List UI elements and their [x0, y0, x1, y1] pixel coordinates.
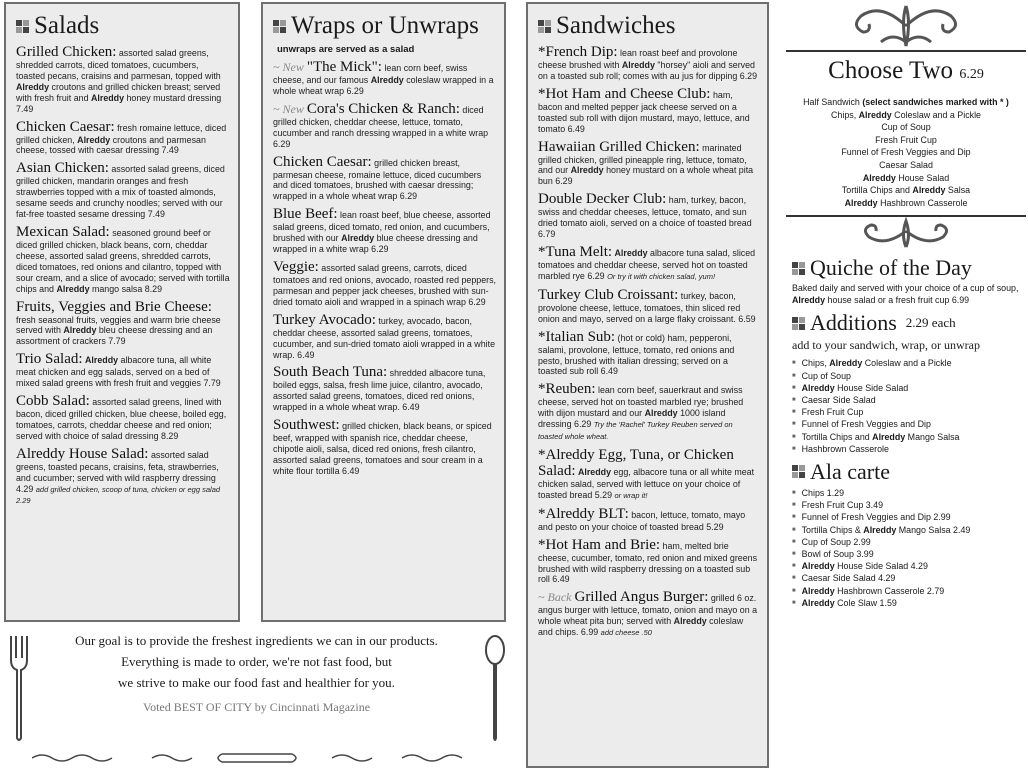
menu-item: [16, 393, 230, 442]
item-note: add cheese .50: [600, 628, 652, 638]
wraps-list: [273, 59, 496, 477]
sandwiches-heading: [538, 12, 759, 40]
item-text: Mango Salsa 2.49: [896, 524, 971, 535]
menu-item: [273, 259, 496, 308]
list-item: [792, 370, 1026, 382]
ala-carte-title: Ala carte: [810, 458, 890, 484]
item-text: Caesar Salad: [879, 159, 933, 170]
item-text: egg, albacore tuna or all white meat chicken salad, served with lettuce on your choice of toasted bread 5.29: [538, 466, 755, 500]
item-text: albacore tuna salad, sliced tomatoes and cheddar cheese, served hot on toasted marbled rye 6.29: [538, 247, 756, 281]
item-text: Fresh Fruit Cup 3.49: [801, 500, 884, 511]
item-name: *French Dip:: [538, 44, 618, 60]
item-name: Hawaiian Grilled Chicken:: [538, 138, 700, 155]
alreddy-brand: Alreddy: [85, 355, 119, 366]
choice-line: [786, 121, 1026, 134]
item-text: bacon, lettuce, tomato, mayo and pesto on your choice of toasted bread 5.29: [538, 509, 746, 532]
item-text: Funnel of Fresh Veggies and Dip: [801, 419, 931, 430]
item-text: "horsey" aioli and served on a toasted sub roll; comes with au jus for dipping 6.29: [538, 60, 758, 81]
list-item: [792, 487, 1026, 499]
item-name: Grilled Angus Burger:: [574, 589, 709, 606]
item-name: Chicken Caesar:: [16, 118, 115, 135]
square-bullet-icon: [792, 465, 805, 478]
item-text: Tortilla Chips and: [841, 185, 913, 196]
item-text: coleslaw and chips. 6.99: [538, 616, 744, 638]
alreddy-brand: Alreddy: [77, 134, 111, 145]
menu-item: [16, 299, 230, 348]
item-text: Caesar Side Salad: [801, 394, 876, 405]
quiche-heading: [792, 255, 1026, 281]
item-name: Grilled Chicken:: [16, 44, 117, 60]
divider: [786, 50, 1026, 52]
alreddy-brand: Alreddy: [621, 60, 655, 70]
alreddy-brand: Alreddy: [858, 109, 892, 120]
choice-line: [786, 146, 1026, 159]
flourish-ornament-icon: [851, 217, 961, 251]
list-item: [792, 499, 1026, 511]
ala-carte-heading: [792, 459, 1026, 485]
item-name: Fruits, Veggies and Brie Cheese:: [16, 298, 212, 315]
item-text: grilled chicken breast, parmesan cheese, romaine lettuce, diced cucumbers and diced tomatoes, brushed with caesar dressing; wrapped in a whole wheat wrap 6.29: [273, 157, 482, 202]
item-text: fresh seasonal fruits, veggies and warm brie cheese served with: [16, 314, 221, 336]
item-text: Hashbrown Casserole: [877, 197, 968, 208]
item-tag: ~ New: [273, 60, 307, 74]
alreddy-brand: Alreddy: [863, 524, 897, 535]
choice-line: [786, 109, 1026, 122]
item-text: House Side Salad: [834, 382, 909, 393]
alreddy-brand: Alreddy: [792, 294, 826, 305]
item-text: lean roast beef and provolone cheese brushed with: [538, 48, 738, 70]
goal-line-3: we strive to make our food fast and healthier for you.: [118, 675, 395, 690]
item-name: Veggie:: [273, 258, 319, 275]
item-name: *Alreddy BLT:: [538, 505, 629, 522]
spoon-icon: [483, 634, 507, 744]
list-item: [792, 524, 1026, 536]
item-text: ham, melted brie cheese, cucumber, tomato, red onion and mixed greens brushed with wild raspberry dressing on a toasted sub roll 6.49: [538, 540, 758, 585]
item-note: Or try it with chicken salad, yum!: [607, 271, 716, 281]
item-name: *Hot Ham and Cheese Club:: [538, 85, 711, 102]
item-text: honey mustard on a whole wheat pita bun 6.29: [538, 165, 754, 187]
alreddy-brand: Alreddy: [801, 597, 835, 608]
item-text: turkey, avocado, bacon, cheddar cheese, assorted salad greens, tomatoes, cucumber, and sun-dried tomato aioli wrapped in a white wrap. 6.49: [273, 315, 495, 360]
wraps-title: Wraps or Unwraps: [291, 12, 479, 39]
item-text: Cup of Soup: [801, 370, 851, 381]
salads-list: [16, 44, 230, 507]
item-note: add grilled chicken, scoop of tuna, chicken or egg salad 2.29: [16, 484, 221, 506]
alreddy-brand: Alreddy: [801, 585, 835, 596]
list-item: [792, 394, 1026, 406]
alreddy-brand: Alreddy: [90, 92, 125, 103]
salads-panel: [4, 2, 240, 622]
item-name: Southwest:: [273, 417, 340, 434]
item-name: Cora's Chicken & Ranch:: [306, 100, 460, 117]
menu-item: [273, 59, 496, 97]
menu-item: [538, 244, 759, 283]
item-name: Mexican Salad:: [16, 223, 110, 240]
item-name: *Italian Sub:: [538, 328, 616, 345]
quiche-title: Quiche of the Day: [810, 255, 972, 281]
additions-price: 2.29 each: [905, 315, 956, 331]
alreddy-brand: Alreddy: [872, 431, 906, 442]
choose-two-price: 6.29: [959, 67, 984, 82]
item-text: Funnel of Fresh Veggies and Dip 2.99: [801, 512, 951, 523]
item-text: Bowl of Soup 3.99: [801, 548, 874, 559]
alreddy-brand: (select sandwiches marked with * ): [862, 97, 1009, 107]
item-text: Tortilla Chips &: [801, 524, 864, 535]
item-text: grilled 6 oz. angus burger with lettuce, tomato, onion and mayo on a whole wheat pita bun; served with: [538, 593, 758, 627]
voted-best-of-city: Voted BEST OF CITY by Cincinnati Magazine: [142, 700, 371, 714]
item-text: Hashbrown Casserole: [801, 443, 889, 454]
item-text: House Salad: [895, 172, 950, 183]
item-name: Double Decker Club:: [538, 191, 667, 208]
wraps-subtitle: unwraps are served as a salad: [277, 44, 415, 55]
item-name: "The Mick":: [306, 59, 382, 75]
item-text: croutons and parmesan cheese, tossed with caesar dressing 7.49: [16, 134, 206, 156]
item-text: albacore tuna, all white meat chicken and egg salads, served on a bed of mixed salad greens with fresh fruit and veggies 7.79: [16, 355, 221, 389]
item-text: 1000 island dressing 6.29: [538, 408, 726, 430]
menu-item: [538, 287, 759, 325]
list-item: [792, 536, 1026, 548]
choice-line: [786, 172, 1026, 185]
squiggle-ornament-icon: [32, 752, 472, 764]
ala-carte-list: [792, 487, 1026, 609]
square-bullet-icon: [273, 20, 286, 33]
item-text: Cup of Soup: [881, 122, 931, 133]
square-bullet-icon: [538, 20, 551, 33]
item-name: *Hot Ham and Brie:: [538, 536, 661, 553]
square-bullet-icon: [16, 20, 29, 33]
menu-item: [538, 537, 759, 586]
menu-item: [538, 589, 759, 639]
sandwiches-list: [538, 44, 759, 639]
menu-item: [273, 312, 496, 361]
item-text: assorted salad greens, toasted pecans, craisins, feta, strawberries, and cucumber; served with wild raspberry dressing 4.29: [16, 449, 219, 494]
alreddy-brand: Alreddy: [16, 81, 50, 92]
menu-item: [538, 381, 759, 443]
quiche-description: [792, 283, 1026, 306]
menu-item: [538, 44, 759, 82]
item-text: (hot or cold) ham, pepperoni, salami, provolone, lettuce, tomato, red onions and pesto, brushed with italian dressing; served on a toasted sub roll 6.49: [538, 332, 735, 377]
menu-item: [273, 154, 496, 203]
item-text: house salad or a fresh fruit cup 6.99: [825, 294, 970, 305]
menu-item: [538, 86, 759, 135]
alreddy-brand: Alreddy: [577, 466, 612, 477]
item-name: Blue Beef:: [273, 206, 338, 223]
alreddy-brand: Alreddy: [341, 233, 375, 244]
alreddy-brand: Alreddy: [370, 75, 404, 85]
right-column: [786, 2, 1026, 770]
list-item: [792, 443, 1026, 455]
item-text: bleu cheese dressing and an assortment of crackers 7.79: [16, 325, 213, 347]
item-text: Fresh Fruit Cup: [801, 407, 864, 418]
item-text: Cup of Soup 2.99: [801, 536, 871, 547]
item-text: diced grilled chicken, cheddar cheese, lettuce, tomato, cucumber and ranch dressing wrapped in a white wrap 6.29: [273, 104, 489, 149]
item-text: honey mustard dressing 7.49: [16, 92, 222, 114]
choice-line: [786, 96, 1026, 109]
item-text: Fresh Fruit Cup: [875, 134, 937, 145]
alreddy-brand: Alreddy: [673, 616, 707, 627]
item-text: assorted salad greens, diced grilled chicken, mandarin oranges and fresh strawberries topped with a mix of toasted almonds, sesame seeds and crunchy noodles; served with our fat-free toasted sesame dressing 7.49: [16, 164, 225, 220]
fork-icon: [8, 634, 30, 744]
menu-item: [538, 139, 759, 188]
item-name: *Alreddy Egg, Tuna, or Chicken Salad:: [538, 446, 734, 479]
item-text: assorted salad greens, carrots, diced tomatoes and red onions, avocado, roasted red peppers, parmesan and pepper jack cheeses, brushed with sun-dried tomato aioli and wrapped in a spinach wrap 6.29: [273, 262, 497, 307]
item-text: mango salsa 8.29: [89, 283, 163, 294]
item-note: or wrap it!: [614, 490, 648, 500]
menu-item: [273, 417, 496, 477]
sandwiches-panel: [526, 2, 769, 768]
menu-item: [273, 206, 496, 255]
item-text: assorted salad greens, lined with bacon, diced grilled chicken, blue cheese, boiled egg, tomatoes, carrots, cheddar cheese and red onion; served with choice of salad dressing 8.29: [16, 397, 227, 441]
alreddy-brand: Alreddy: [63, 325, 97, 336]
item-text: Chips 1.29: [801, 487, 845, 498]
additions-subtitle: add to your sandwich, wrap, or unwrap: [792, 338, 980, 353]
item-text: Hashbrown Casserole 2.79: [834, 585, 945, 596]
menu-item: [538, 506, 759, 533]
item-tag: ~ Back: [538, 590, 575, 605]
item-text: coleslaw wrapped in a whole wheat wrap 6.29: [273, 75, 494, 96]
additions-list: [792, 357, 1026, 455]
goal-statement: [4, 626, 509, 768]
list-item: [792, 357, 1026, 369]
square-bullet-icon: [792, 262, 805, 275]
item-text: fresh romaine lettuce, diced grilled chicken,: [16, 122, 227, 145]
alreddy-brand: Alreddy: [801, 382, 835, 393]
menu-item: [16, 160, 230, 220]
menu-item: [538, 329, 759, 378]
item-text: Caesar Side Salad 4.29: [801, 573, 896, 584]
choose-two-heading: [786, 56, 1026, 90]
alreddy-brand: Alreddy: [644, 408, 678, 419]
alreddy-brand: Alreddy: [829, 358, 863, 369]
choose-two-list: [786, 96, 1026, 209]
choose-two-title: Choose Two: [828, 57, 954, 84]
item-name: Cobb Salad:: [16, 393, 90, 410]
additions-title: Additions: [810, 310, 897, 336]
menu-item: [273, 101, 496, 150]
menu-item: [16, 224, 230, 295]
alreddy-brand: Alreddy: [844, 197, 878, 208]
menu-item: [273, 364, 496, 413]
item-text: Tortilla Chips and: [801, 431, 873, 442]
item-text: lean corn beef, swiss cheese, and our famous: [273, 63, 468, 85]
list-item: [792, 431, 1026, 443]
item-text: Coleslaw and a Pickle: [891, 109, 981, 120]
choice-line: [786, 159, 1026, 172]
choice-line: [786, 184, 1026, 197]
item-text: Mango Salsa: [905, 431, 960, 442]
alreddy-brand: Alreddy: [570, 165, 604, 176]
item-text: grilled chicken, black beans, or spiced beef, wrapped with spanish rice, cheddar cheese, chipotle aioli, salsa, diced red onions, fresh cilantro, assorted salad greens, tomatoes and sour cream in a white flour tortilla 6.49: [273, 421, 492, 476]
item-name: *Reuben:: [538, 381, 596, 398]
item-text: Funnel of Fresh Veggies and Dip: [841, 147, 971, 158]
item-name: Turkey Club Croissant:: [538, 286, 679, 303]
alreddy-brand: Alreddy: [56, 283, 90, 294]
item-note: Try the 'Rachel' Turkey Reuben served on toasted whole wheat.: [538, 420, 733, 442]
item-text: Coleslaw and a Pickle: [862, 358, 952, 369]
salads-title: Salads: [34, 12, 100, 39]
menu-item: [538, 191, 759, 240]
item-text: Chips,: [801, 358, 830, 369]
list-item: [792, 585, 1026, 597]
sandwiches-title: Sandwiches: [556, 12, 676, 39]
list-item: [792, 548, 1026, 560]
list-item: [792, 597, 1026, 609]
item-text: blue cheese dressing and wrapped in a white wrap 6.29: [273, 233, 478, 255]
menu-item: [16, 44, 230, 115]
item-text: Half Sandwich: [803, 97, 863, 107]
item-name: Turkey Avocado:: [273, 311, 376, 328]
wraps-panel: [261, 2, 506, 622]
item-text: ham, turkey, bacon, swiss and cheddar cheeses, lettuce, tomato, and sun dried tomato aioli, served on a choice of toasted bread 6.79: [538, 195, 752, 240]
item-name: Chicken Caesar:: [273, 153, 372, 170]
menu-item: [538, 447, 759, 502]
item-text: House Side Salad 4.29: [834, 561, 928, 572]
list-item: [792, 382, 1026, 394]
square-bullet-icon: [792, 317, 805, 330]
item-text: ham, bacon and melted pepper jack cheese served on a toasted sub roll with dijon mustard, mayo, lettuce, and tomato 6.49: [538, 89, 750, 134]
item-text: Chips,: [831, 109, 859, 120]
item-name: Trio Salad:: [16, 351, 83, 368]
alreddy-brand: Alreddy: [801, 561, 835, 572]
alreddy-brand: Alreddy: [614, 247, 648, 258]
item-text: croutons and grilled chicken breast; served with fresh fruit and: [16, 81, 221, 103]
list-item: [792, 418, 1026, 430]
flourish-ornament-icon: [841, 2, 971, 50]
item-text: turkey, bacon, provolone cheese, lettuce, tomatoes, thin sliced red onion and mayo, served on a large flaky croissant. 6.59: [538, 290, 756, 324]
list-item: [792, 560, 1026, 572]
salads-heading: [16, 12, 230, 40]
item-name: *Tuna Melt:: [538, 243, 613, 260]
item-text: lean roast beef, blue cheese, assorted salad greens, diced tomato, red onion, and cucumbers, brushed with our: [273, 210, 491, 244]
item-text: Cole Slaw 1.59: [834, 597, 897, 608]
item-text: marinated grilled chicken, grilled pineapple ring, lettuce, tomato, and our: [538, 142, 747, 176]
menu-item: [16, 119, 230, 157]
alreddy-brand: Alreddy: [912, 185, 946, 196]
menu-item: [16, 351, 230, 389]
item-name: Alreddy House Salad:: [16, 445, 149, 462]
list-item: [792, 406, 1026, 418]
item-text: assorted salad greens, shredded carrots, diced tomatoes, cucumbers, toasted pecans, craisins and parmesan, topped with: [16, 48, 221, 81]
menu-item: [16, 446, 230, 508]
alreddy-brand: Alreddy: [862, 172, 896, 183]
choice-line: [786, 134, 1026, 147]
goal-line-2: Everything is made to order, we're not fast food, but: [121, 654, 392, 669]
item-name: Asian Chicken:: [16, 160, 109, 177]
item-name: South Beach Tuna:: [273, 364, 388, 381]
item-tag: ~ New: [273, 101, 307, 116]
item-text: seasoned ground beef or diced grilled chicken, black beans, corn, cheddar cheese, assorted salad greens, shredded carrots, diced tomatoes, red onions and cilantro, topped with sour cream, and a slice of avocado; served with tortilla chips and: [16, 227, 230, 294]
wraps-heading: [273, 12, 496, 40]
item-text: shredded albacore tuna, boiled eggs, salsa, fresh lime juice, cilantro, avocado, assorted salad greens, tomatoes, diced red onions, wrapped in a whole wheat wrap. 6.49: [273, 368, 486, 413]
list-item: [792, 572, 1026, 584]
additions-heading: [792, 310, 1026, 336]
goal-line-1: Our goal is to provide the freshest ingredients we can in our products.: [75, 633, 438, 648]
choice-line: [786, 197, 1026, 210]
item-text: lean corn beef, sauerkraut and swiss cheese, served hot on toasted marbled rye; brushed with dijon mustard and our: [538, 385, 744, 419]
list-item: [792, 511, 1026, 523]
item-text: Salsa: [945, 185, 971, 196]
item-text: Baked daily and served with your choice of a cup of soup,: [792, 283, 1019, 294]
